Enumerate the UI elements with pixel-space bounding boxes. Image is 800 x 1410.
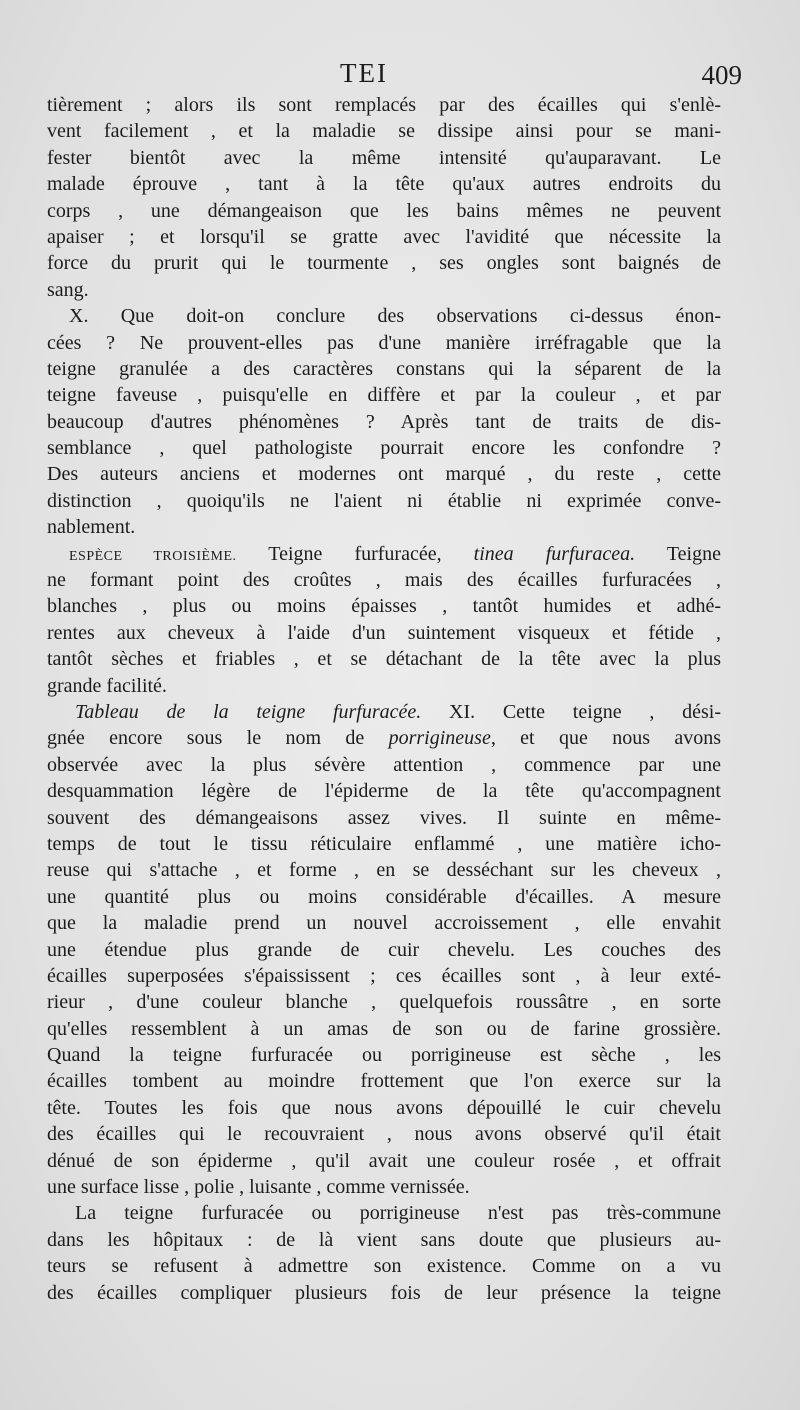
text-line: ne formant point des croûtes , mais des écailles furfuracées , [47,569,721,592]
tableau-heading-line [47,699,721,725]
species-heading-line [47,541,721,567]
text-line: blanches , plus ou moins épaisses , tantôt humides et adhé- [47,595,721,618]
text-line: sang. [47,278,89,301]
text-line: souvent des démangeaisons assez vives. Il suinte en même- [47,806,721,829]
text-line: malade éprouve , tant à la tête qu'aux autres endroits du [47,173,721,196]
text-fragment: XI. Cette teigne , dési- [421,700,721,723]
text-line: temps de tout le tissu réticulaire enflammé , une matière icho- [47,832,721,855]
text-line: corps , une démangeaison que les bains mêmes ne peuvent [47,199,721,222]
text-line: teurs se refusent à admettre son existence. Comme on a vu [47,1255,721,1278]
text-line: tantôt sèches et friables , et se détachant de la tête avec la plus [47,648,721,671]
species-label: ESPÈCE TROISIÈME. [69,548,237,564]
text-line: écailles superposées s'épaississent ; ces écailles sont , à leur exté- [47,964,721,987]
text-line: que la maladie prend un nouvel accroissement , elle envahit [47,912,721,935]
text-fragment: , et que nous avons [490,727,721,750]
text-line: beaucoup d'autres phénomènes ? Après tant de traits de dis- [47,410,721,433]
text-line: fester bientôt avec la même intensité qu'auparavant. Le [47,146,721,169]
text-line: des écailles compliquer plusieurs fois de leur présence la teigne [47,1281,721,1304]
section-title: Tableau de la teigne furfuracée. [75,700,422,723]
text-line: reuse qui s'attache , et forme , en se desséchant sur les cheveux , [47,859,721,882]
text-line: distinction , quoiqu'ils ne l'aient ni établie ni exprimée conve- [47,489,721,512]
italic-term: porrigineuse [388,727,491,750]
text-line: semblance , quel pathologiste pourrait encore les confondre ? [47,437,721,460]
text-line: dans les hôpitaux : de là vient sans doute que plusieurs au- [47,1228,721,1251]
text-line: écailles tombent au moindre frottement que l'on exerce sur la [47,1070,721,1093]
text-line: nablement. [47,516,136,539]
text-line: teigne granulée a des caractères constans qui la séparent de la [47,357,721,380]
text-line: une quantité plus ou moins considérable d'écailles. A mesure [47,885,721,908]
page-number: 409 [701,60,742,90]
text-line: vent facilement , et la maladie se dissipe ainsi pour se mani- [47,120,721,143]
running-head: TEI [340,58,388,88]
text-line [47,725,721,751]
text-line: dénué de son épiderme , qu'il avait une couleur rosée , et offrait [47,1149,721,1172]
text-line: apaiser ; et lorsqu'il se gratte avec l'avidité que nécessite la [47,225,721,248]
text-line: observée avec la plus sévère attention , commence par une [47,753,721,776]
text-line: Des auteurs anciens et modernes ont marqué , du reste , cette [47,463,721,486]
text-line: une étendue plus grande de cuir chevelu. Les couches des [47,938,721,961]
text-fragment: Teigne [635,542,721,565]
text-line: qu'elles ressemblent à un amas de son ou de farine grossière. [47,1017,721,1040]
text-line: rieur , d'une couleur blanche , quelquefois roussâtre , en sorte [47,991,721,1014]
text-line: Quand la teigne furfuracée ou porrigineuse est sèche , les [47,1044,721,1067]
text-line: des écailles qui le recouvraient , nous avons observé qu'il était [47,1123,721,1146]
text-line: rentes aux cheveux à l'aide d'un suintement visqueux et fétide , [47,621,721,644]
text-line: cées ? Ne prouvent-elles pas d'une manière irréfragable que la [47,331,721,354]
species-latin-name: tinea furfuracea. [473,542,636,565]
text-line: tièrement ; alors ils sont remplacés par des écailles qui s'enlè- [47,94,721,116]
text-fragment: gnée encore sous le nom de [47,727,389,750]
species-name: Teigne furfuracée, [236,542,474,565]
paragraph-x-start: X. Que doit-on conclure des observations ci-dessus énon- [69,305,721,328]
text-line: force du prurit qui le tourmente , ses ongles sont baignés de [47,252,721,275]
text-line: tête. Toutes les fois que nous avons dépouillé le cuir chevelu [47,1096,721,1119]
paragraph-start: La teigne furfuracée ou porrigineuse n'est pas très-commune [75,1202,721,1225]
text-line: desquammation légère de l'épiderme de la tête qu'accompagnent [47,780,721,803]
body-text [47,92,721,1306]
text-line: grande facilité. [47,674,167,697]
text-line: teigne faveuse , puisqu'elle en diffère et par la couleur , et par [47,384,721,407]
text-line: une surface lisse , polie , luisante , comme vernissée. [47,1176,470,1199]
